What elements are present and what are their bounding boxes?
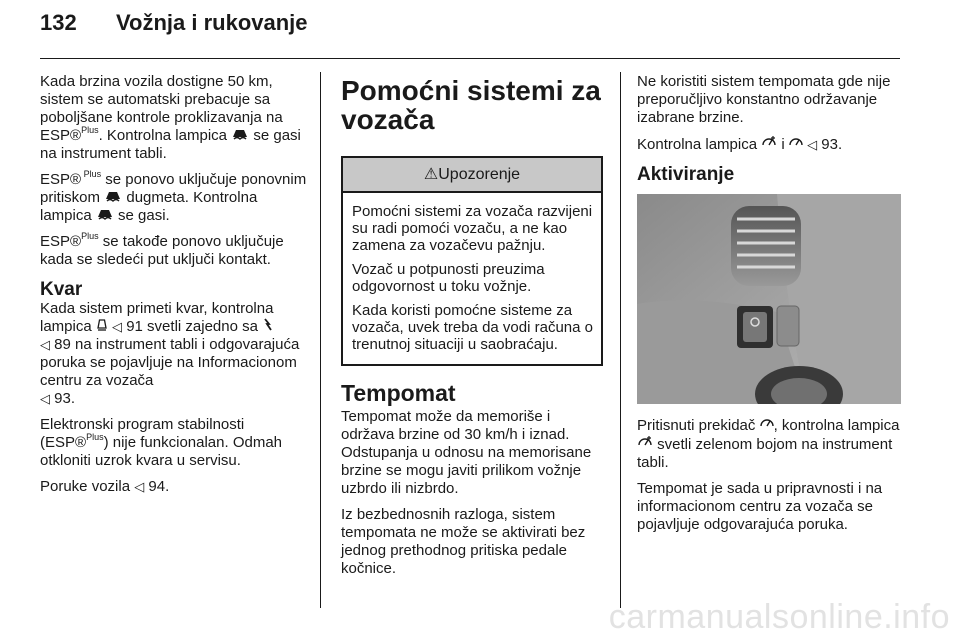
cruise-control-icon xyxy=(789,135,803,154)
reference-arrow-icon: ◁ xyxy=(134,479,145,494)
warning-text: Vozač u potpunosti preuzima odgovornost u toku vožnje. xyxy=(352,261,545,295)
paragraph-fault: Kada sistem primeti kvar, kontrolna lampica ◁ 91 svetli zajedno sa ◁ 89 na instrument tabli i odgovarajuća poruka se pojavljuje na Informacionom centru za vozača ◁ 93. xyxy=(40,300,300,407)
esp-button-icon xyxy=(104,189,122,207)
warning-icon: ⚠ xyxy=(423,166,439,183)
column-divider-left xyxy=(320,72,321,608)
section-title: Pomoćni sistemi za vozača xyxy=(341,75,601,135)
column-3 xyxy=(637,73,901,542)
heading-tempomat: Tempomat xyxy=(341,380,456,406)
header-rule xyxy=(40,58,900,59)
cruise-control-switch-icon xyxy=(760,416,774,435)
esp-lamp-icon xyxy=(96,207,114,225)
cruise-lamp-icon xyxy=(637,435,653,454)
reference-arrow-icon: ◁ xyxy=(40,391,50,406)
column-2 xyxy=(341,76,603,586)
page-number: 132 xyxy=(40,10,77,35)
paragraph-not-recommended: Ne koristiti sistem tempomata gde nije preporučljivo konstantno održavanje izabrane brzine. xyxy=(637,73,891,126)
esp-lamp-icon xyxy=(231,127,249,145)
reference-arrow-icon: ◁ xyxy=(40,337,50,352)
column-divider-right xyxy=(620,72,621,608)
heading-kvar: Kvar xyxy=(40,279,83,300)
paragraph-press-switch: Pritisnuti prekidač , kontrolna lampica svetli zelenom bojom na instrument tabli. xyxy=(637,417,900,471)
warning-text: Kada koristi pomoćne sisteme za vozača, uvek treba da vodi računa o trenutnoj situaciji u saobraćaju. xyxy=(352,302,593,353)
paragraph-control-lamp: Kontrolna lampica i ◁ 93. xyxy=(637,136,843,153)
column-1 xyxy=(40,73,308,504)
paragraph-tempomat: Tempomat može da memoriše i održava brzine od 30 km/h i iznad. Odstupanja u odnosu na memorisane brzine se mogu javiti prilikom vožnje uzbrdo ili nizbrdo. xyxy=(341,408,592,497)
paragraph-vehicle-messages: Poruke vozila ◁ 94. xyxy=(40,478,170,495)
warning-text: Pomoćni sistemi za vozača razvijeni su radi pomoći vozaču, a ne kao zamena za vozačevu pažnju. xyxy=(352,203,593,254)
paragraph-tempomat-safety: Iz bezbednosnih razloga, sistem tempomata ne može se aktivirati bez jednog prethodnog pritiska pedale kočnice. xyxy=(341,506,586,577)
chapter-title: Vožnja i rukovanje xyxy=(116,10,308,35)
watermark: carmanualsonline.info xyxy=(608,598,950,636)
reference-arrow-icon: ◁ xyxy=(112,319,123,334)
heading-aktiviranje: Aktiviranje xyxy=(637,164,735,185)
warning-body xyxy=(343,193,601,364)
abs-lamp-icon xyxy=(262,318,274,336)
warning-box xyxy=(341,156,603,366)
reference-arrow-icon: ◁ xyxy=(807,137,818,152)
warning-header xyxy=(343,158,601,193)
paragraph-esp-not-functional: Elektronski program stabilnosti (ESP®$^{Plus}$) nije funkcionalan. Odmah otkloniti uzrok kvara u servisu. xyxy=(40,416,283,469)
paragraph-standby: Tempomat je sada u pripravnosti i na informacionom centru za vozača se pojavljuje odgovarajuća poruka. xyxy=(637,480,883,533)
cruise-control-switch-photo xyxy=(637,194,901,404)
warning-title: Upozorenje xyxy=(438,166,521,183)
paragraph-esp-switch: Kada brzina vozila dostigne 50 km, sistem se automatski prebacuje sa poboljšane kontrole proklizavanja na ESP®$^{Plus}$. Kontrolna lampica se gasi na instrument tabli. xyxy=(40,73,301,162)
paragraph-esp-reenable: ESP® $^{Plus}$ se ponovo uključuje ponovnim pritiskom dugmeta. Kontrolna lampica se gasi. xyxy=(40,169,307,224)
paragraph-esp-ignition: ESP®$^{Plus}$ se takođe ponovo uključuje kada se sledeći put uključi kontakt. xyxy=(40,231,284,268)
cruise-lamp-icon xyxy=(761,135,777,154)
esp-fault-lamp-icon xyxy=(96,318,108,336)
